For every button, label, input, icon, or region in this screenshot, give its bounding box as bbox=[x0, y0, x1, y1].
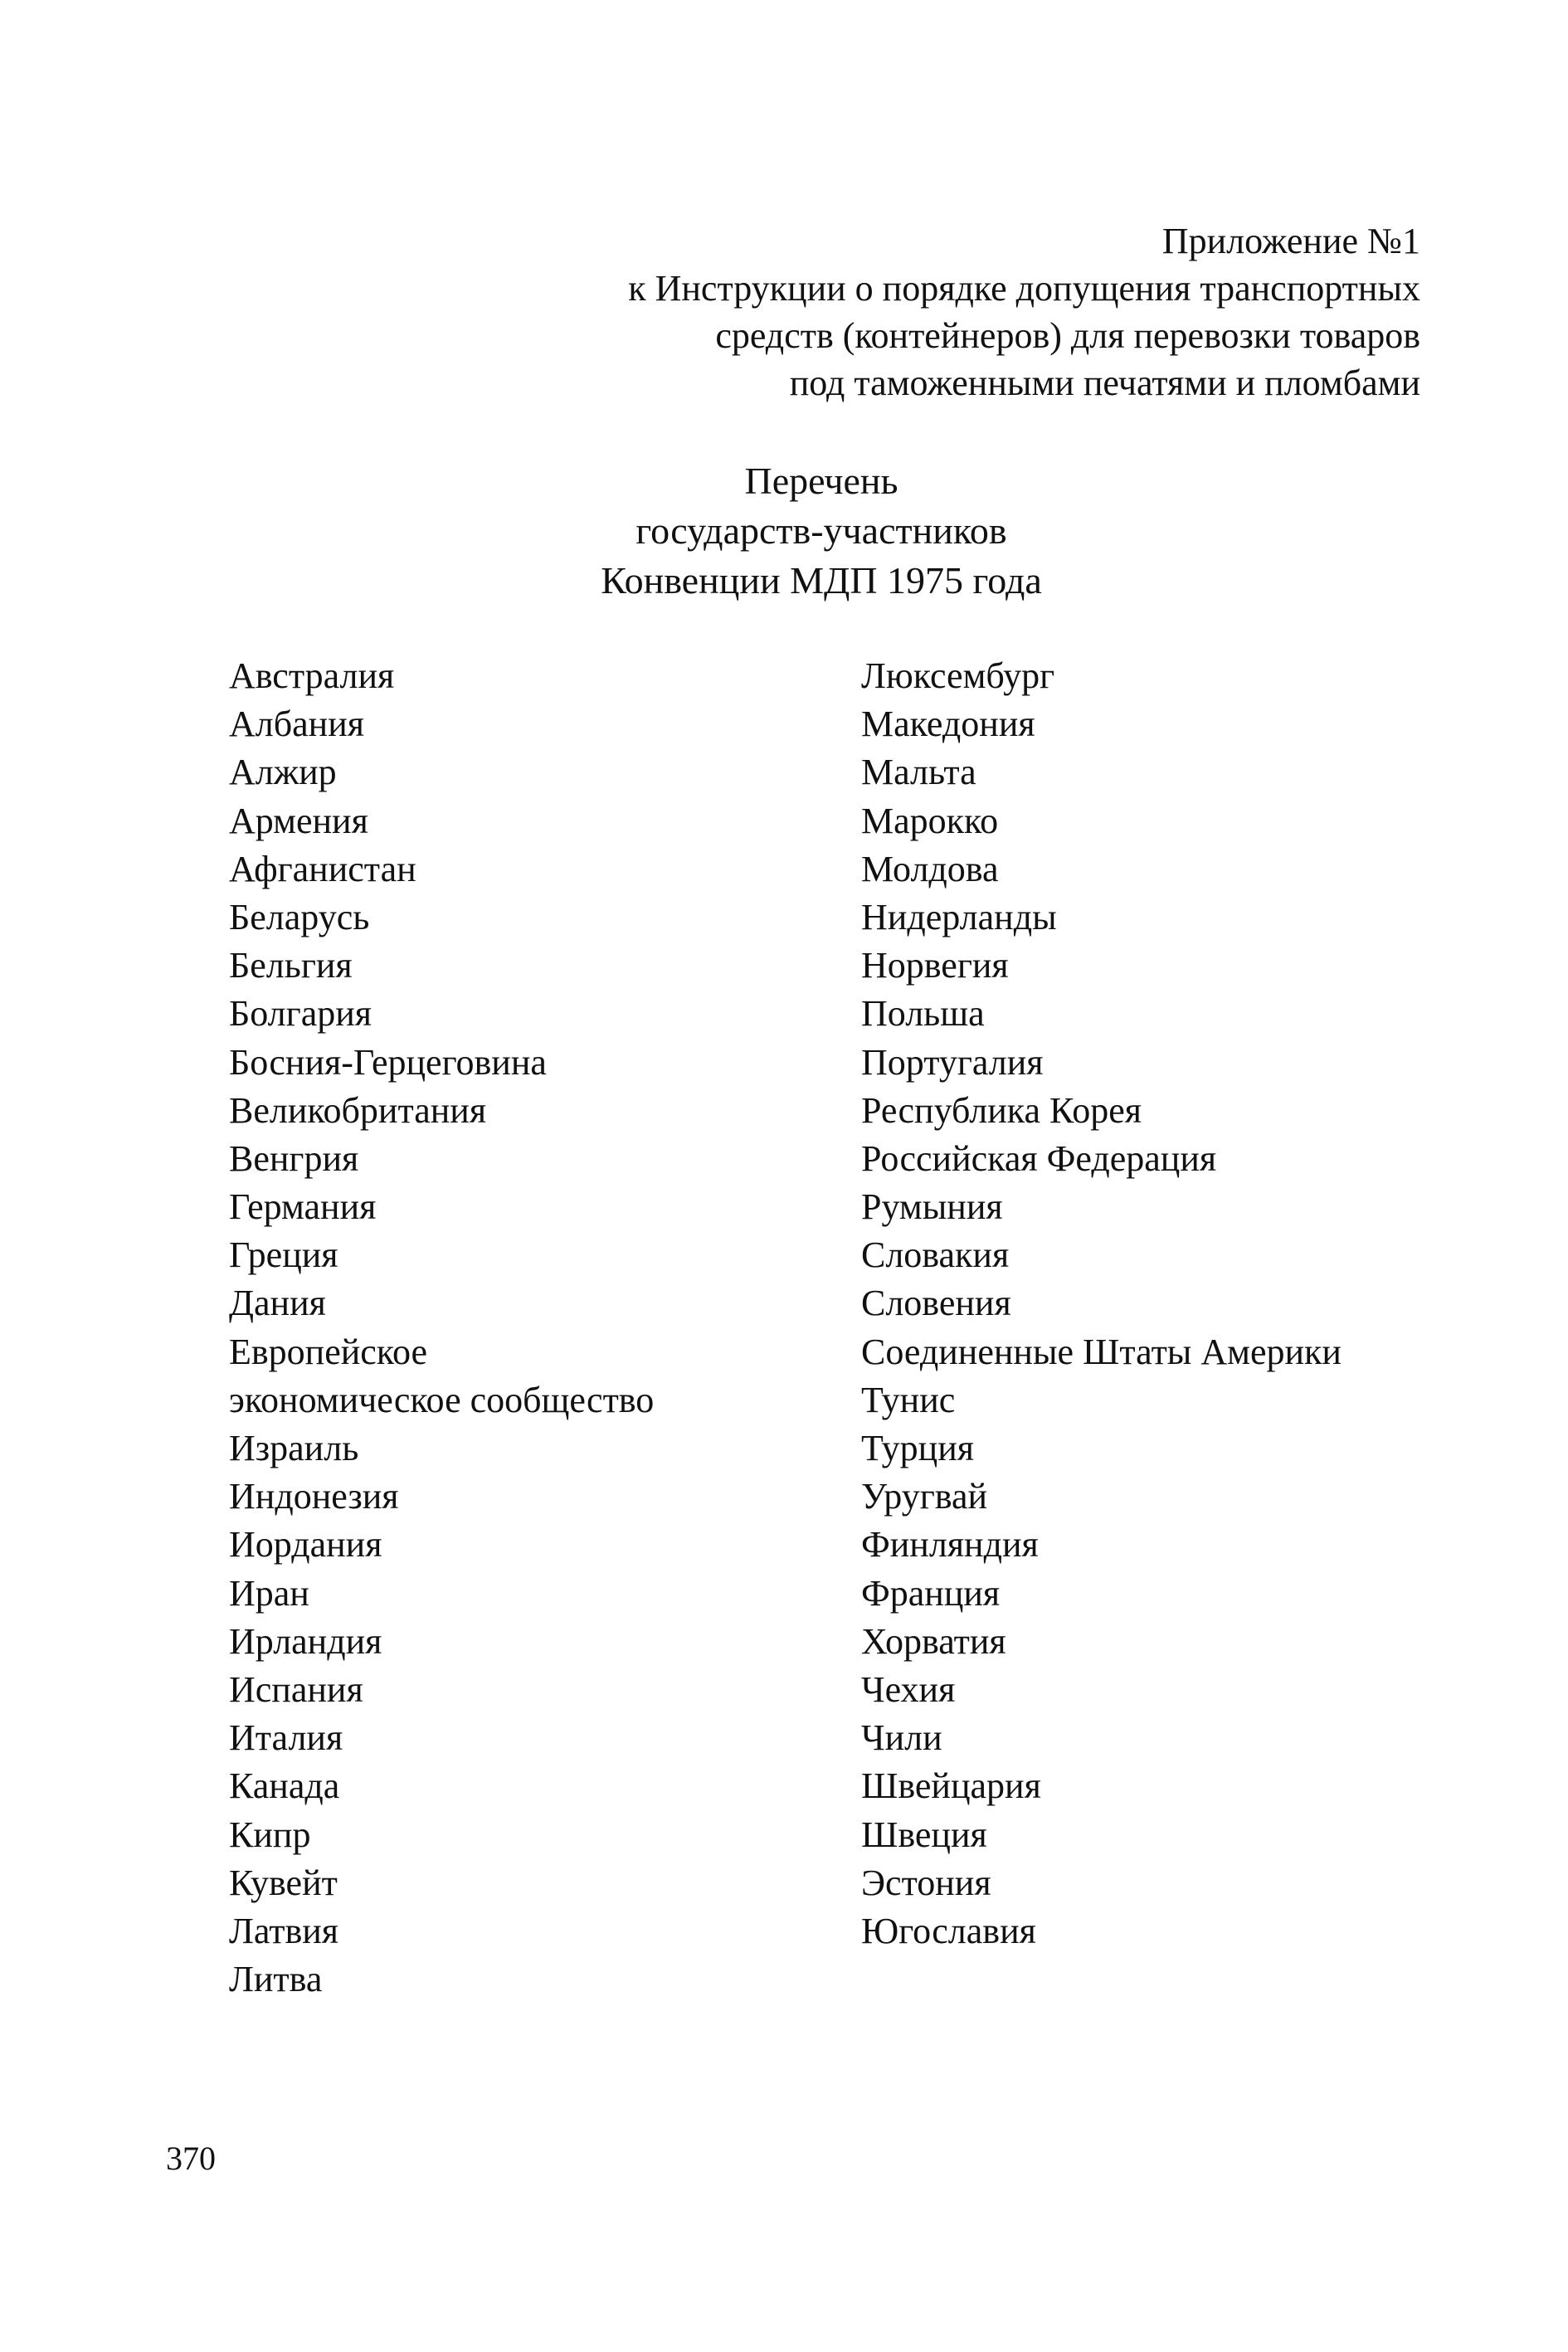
country-list-item: Турция bbox=[861, 1428, 975, 1468]
country-list-item: Дания bbox=[229, 1283, 326, 1324]
heading-line-2: государств-участников bbox=[635, 509, 1007, 552]
country-list-item: экономическое сообщество bbox=[229, 1379, 655, 1420]
country-list-item: Израиль bbox=[229, 1428, 359, 1468]
country-list-item: Молдова bbox=[861, 848, 999, 889]
country-list-item: Армения bbox=[229, 800, 368, 841]
country-list-item: Австралия bbox=[229, 655, 395, 696]
country-list-item: Италия bbox=[229, 1717, 343, 1759]
country-list-item: Швеция bbox=[861, 1814, 987, 1855]
country-list-item: Иордания bbox=[229, 1524, 382, 1566]
country-list-item: Венгрия bbox=[229, 1137, 359, 1179]
country-list-item: Франция bbox=[861, 1572, 1001, 1614]
country-list-item: Бельгия bbox=[229, 945, 353, 986]
countries-right-column bbox=[861, 652, 1342, 1955]
country-list-item: Финляндия bbox=[861, 1524, 1039, 1566]
country-list-item: Беларусь bbox=[229, 896, 370, 937]
country-list-item: Афганистан bbox=[229, 848, 416, 889]
country-list-item: Люксембург bbox=[861, 655, 1055, 696]
country-list-item: Македония bbox=[861, 704, 1035, 745]
country-list-item: Российская Федерация bbox=[861, 1137, 1217, 1179]
country-list-item: Хорватия bbox=[861, 1620, 1006, 1662]
country-list-item: Кипр bbox=[229, 1814, 311, 1855]
country-list-item: Эстония bbox=[861, 1862, 991, 1903]
country-list-item: Тунис bbox=[861, 1379, 956, 1420]
country-list-item: Европейское bbox=[229, 1331, 428, 1372]
country-list-item: Уругвай bbox=[861, 1476, 988, 1517]
country-list-item: Румыния bbox=[861, 1186, 1003, 1228]
country-list-item: Босния-Герцеговина bbox=[229, 1041, 547, 1083]
country-list-item: Германия bbox=[229, 1186, 377, 1228]
list-heading bbox=[407, 456, 1236, 606]
country-list-item: Индонезия bbox=[229, 1476, 399, 1517]
country-list-item: Великобритания bbox=[229, 1089, 487, 1131]
country-list-item: Кувейт bbox=[229, 1862, 338, 1903]
country-list-item: Иран bbox=[229, 1572, 309, 1614]
heading-line-1: Перечень bbox=[744, 460, 898, 502]
page-number: 370 bbox=[166, 2140, 216, 2177]
country-list-item: Литва bbox=[229, 1959, 323, 2000]
country-list-item: Польша bbox=[861, 993, 985, 1035]
country-list-item: Греция bbox=[229, 1234, 338, 1276]
countries-left-column bbox=[229, 652, 654, 2004]
annex-header bbox=[383, 217, 1420, 407]
country-list-item: Марокко bbox=[861, 800, 999, 841]
country-list-item: Албания bbox=[229, 704, 364, 745]
country-list-item: Швейцария bbox=[861, 1765, 1041, 1807]
country-list-item: Норвегия bbox=[861, 945, 1009, 986]
country-list-item: Ирландия bbox=[229, 1620, 382, 1662]
country-list-item: Португалия bbox=[861, 1041, 1044, 1083]
heading-line-3: Конвенции МДП 1975 года bbox=[601, 559, 1042, 601]
annex-subtitle-line-1: к Инструкции о порядке допущения транспортных bbox=[628, 268, 1420, 309]
country-list-item: Испания bbox=[229, 1668, 363, 1710]
country-list-item: Словакия bbox=[861, 1234, 1010, 1276]
country-list-item: Канада bbox=[229, 1765, 340, 1807]
country-list-item: Югославия bbox=[861, 1910, 1036, 1951]
country-list-item: Нидерланды bbox=[861, 896, 1057, 937]
country-list-item: Мальта bbox=[861, 752, 976, 793]
annex-subtitle-line-2: средств (контейнеров) для перевозки товаров bbox=[715, 315, 1420, 356]
country-list-item: Латвия bbox=[229, 1910, 339, 1951]
country-list-item: Республика Корея bbox=[861, 1089, 1142, 1131]
annex-title: Приложение №1 bbox=[1161, 221, 1420, 261]
country-list-item: Чили bbox=[861, 1717, 942, 1759]
country-list-item: Чехия bbox=[861, 1668, 956, 1710]
country-list-item: Соединенные Штаты Америки bbox=[861, 1331, 1342, 1372]
country-list-item: Алжир bbox=[229, 752, 337, 793]
country-list-item: Словения bbox=[861, 1283, 1011, 1324]
country-list-item: Болгария bbox=[229, 993, 373, 1035]
annex-subtitle-line-3: под таможенными печатями и пломбами bbox=[789, 363, 1420, 403]
